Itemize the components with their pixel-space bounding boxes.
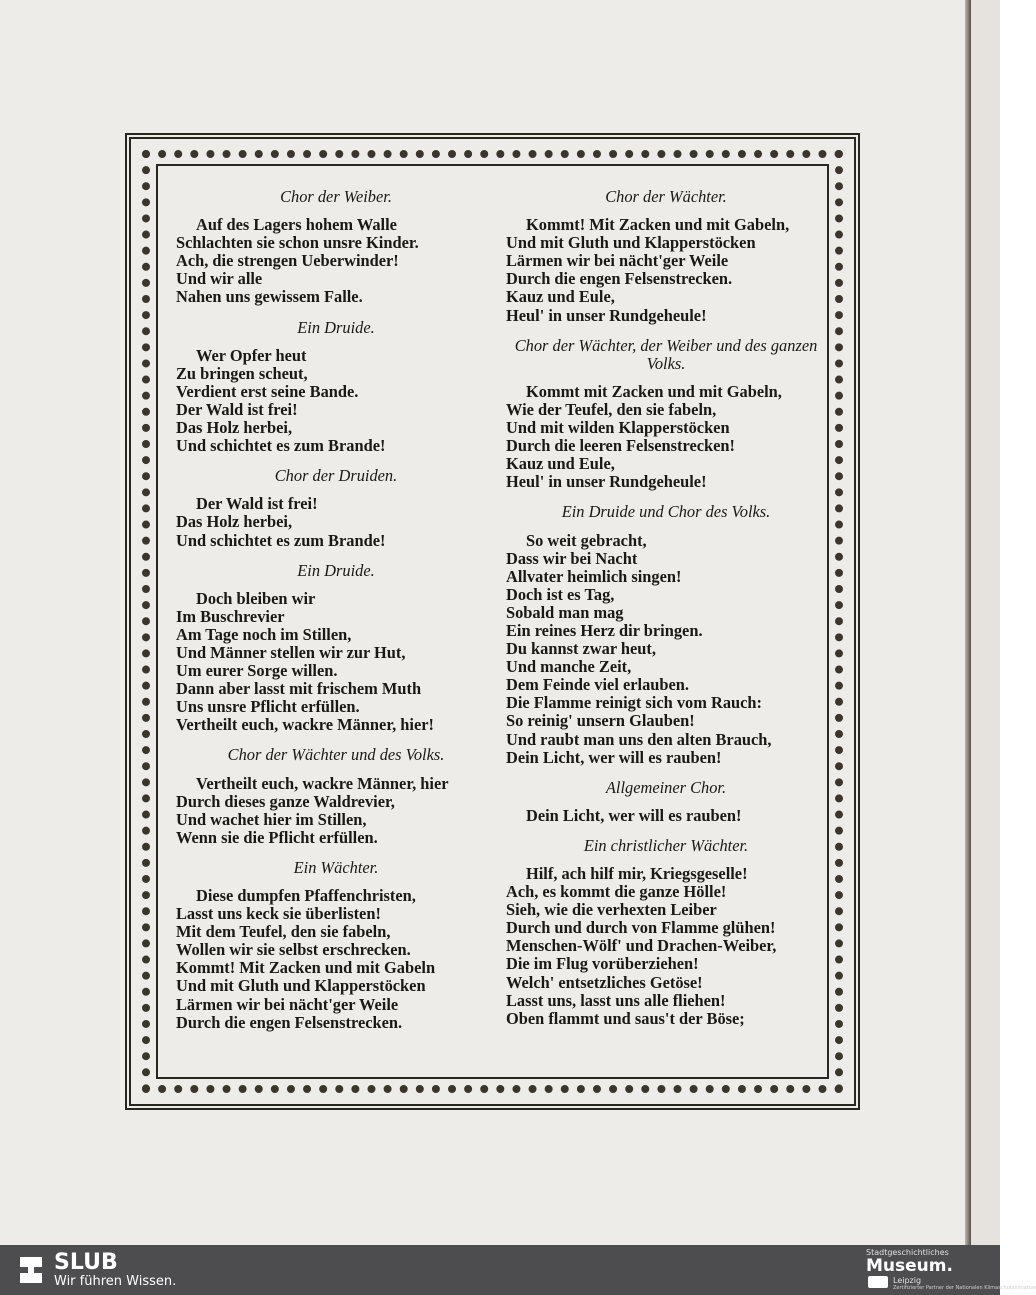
verse-line: Das Holz herbei, xyxy=(176,512,293,532)
verse-line: Durch und durch von Flamme glühen! xyxy=(506,918,776,938)
verse-line: Und mit wilden Klapperstöcken xyxy=(506,418,730,438)
verse-line: Verdient erst seine Bande. xyxy=(176,381,359,401)
verse-line: Das Holz herbei, xyxy=(176,418,293,438)
section-heading: Chor der Druiden. xyxy=(274,466,398,486)
museum-label: Stadtgeschichtliches xyxy=(866,1248,949,1257)
verse-stanza xyxy=(176,887,496,1032)
verse-line: Vertheilt euch, wackre Männer, hier xyxy=(196,773,449,793)
verse-line: Lasst uns keck sie überlisten! xyxy=(176,904,381,924)
verse-line: Dass wir bei Nacht xyxy=(506,548,638,568)
verse-line: Lärmen wir bei nächt'ger Weile xyxy=(176,994,399,1014)
next-page-edge xyxy=(971,0,1000,1245)
verse-line: Kommt! Mit Zacken und mit Gabeln xyxy=(176,958,436,978)
section-heading: Ein Druide. xyxy=(297,560,375,580)
verse-line: Die im Flug vorüberziehen! xyxy=(506,954,699,974)
verse-line: Kauz und Eule, xyxy=(506,454,615,474)
partner-badge-icon xyxy=(868,1276,888,1288)
verse-line: Und wachet hier im Stillen, xyxy=(176,809,367,829)
section-heading: Chor der Weiber. xyxy=(280,187,392,206)
stanza-section xyxy=(506,779,826,825)
right-text-column xyxy=(506,188,826,1028)
verse-line: Uns unsre Pflicht erfüllen. xyxy=(176,697,360,717)
stanza-section xyxy=(506,837,826,1028)
verse-line: Auf des Lagers hohem Walle xyxy=(196,215,397,235)
verse-stanza xyxy=(506,383,826,492)
verse-line: Und schichtet es zum Brande! xyxy=(176,436,386,456)
verse-line: Hilf, ach hilf mir, Kriegsgeselle! xyxy=(526,864,748,883)
verse-line: Und mit Gluth und Klapperstöcken xyxy=(176,976,426,996)
verse-line: Sieh, wie die verhexten Leiber xyxy=(506,900,717,920)
verse-line: Im Buschrevier xyxy=(176,606,285,626)
stanza-section xyxy=(506,503,826,766)
verse-stanza xyxy=(506,807,826,825)
verse-line: Kauz und Eule, xyxy=(506,287,615,307)
verse-line: Wenn sie die Pflicht erfüllen. xyxy=(176,827,378,847)
verse-line: Doch bleiben wir xyxy=(196,588,316,608)
verse-line: Mit dem Teufel, den sie fabeln, xyxy=(176,922,391,942)
verse-line: Durch die leeren Felsenstrecken! xyxy=(506,436,735,456)
stanza-section xyxy=(176,746,496,846)
verse-line: Und mit Gluth und Klapperstöcken xyxy=(506,233,756,253)
section-heading: Ein Druide. xyxy=(297,317,375,337)
verse-line: Oben flammt und saus't der Böse; xyxy=(506,1008,745,1028)
stanza-section xyxy=(506,337,826,492)
verse-stanza xyxy=(176,495,496,549)
verse-stanza xyxy=(176,216,496,306)
verse-line: Kommt mit Zacken und mit Gabeln, xyxy=(526,381,782,401)
stanza-section xyxy=(176,859,496,1032)
verse-stanza xyxy=(176,347,496,456)
section-heading: Ein Wächter. xyxy=(293,857,379,877)
section-heading: Ein Druide und Chor des Volks. xyxy=(561,502,771,522)
verse-stanza xyxy=(506,865,826,1028)
verse-line: Wer Opfer heut xyxy=(196,345,307,365)
verse-line: Doch ist es Tag, xyxy=(506,584,615,604)
verse-line: Kommt! Mit Zacken und mit Gabeln, xyxy=(526,215,790,235)
stanza-section xyxy=(176,188,496,307)
verse-line: Lärmen wir bei nächt'ger Weile xyxy=(506,251,729,271)
verse-line: Und Männer stellen wir zur Hut, xyxy=(176,642,406,662)
verse-line: Dein Licht, wer will es rauben! xyxy=(526,805,742,825)
verse-stanza xyxy=(506,216,826,325)
verse-line: Und wir alle xyxy=(176,269,263,289)
verse-line: Ach, die strengen Ueberwinder! xyxy=(176,251,399,271)
verse-line: Der Wald ist frei! xyxy=(176,399,298,419)
footer-bar xyxy=(0,1245,1036,1295)
verse-line: Heul' in unser Rundgeheule! xyxy=(506,472,707,492)
verse-line: Welch' entsetzliches Getöse! xyxy=(506,972,703,992)
verse-line: Ach, es kommt die ganze Hölle! xyxy=(506,882,727,902)
museum-city: Leipzig xyxy=(893,1276,922,1285)
verse-line: Nahen uns gewissem Falle. xyxy=(176,287,363,307)
verse-stanza xyxy=(506,532,826,767)
verse-line: Der Wald ist frei! xyxy=(196,494,318,514)
verse-line: Am Tage noch im Stillen, xyxy=(176,624,352,644)
verse-line: Lasst uns, lasst uns alle fliehen! xyxy=(506,990,726,1010)
section-heading: Allgemeiner Chor. xyxy=(605,777,727,797)
verse-line: Wollen wir sie selbst erschrecken. xyxy=(176,940,411,960)
slub-logo-icon xyxy=(16,1253,46,1287)
verse-line: Zu bringen scheut, xyxy=(176,363,308,383)
section-heading: Ein christlicher Wächter. xyxy=(583,835,749,855)
stanza-section xyxy=(506,188,826,325)
stanza-section xyxy=(176,467,496,549)
museum-name: Museum. xyxy=(866,1256,953,1276)
verse-line: Wie der Teufel, den sie fabeln, xyxy=(506,399,717,419)
verse-line: Um eurer Sorge willen. xyxy=(176,661,338,681)
verse-line: Allvater heimlich singen! xyxy=(506,566,682,586)
verse-line: Diese dumpfen Pfaffenchristen, xyxy=(196,886,416,905)
stanza-section xyxy=(176,562,496,735)
museum-note: Zertifizierter Partner der Nationalen Klimaschutzinitiative xyxy=(893,1285,1036,1291)
verse-line: Schlachten sie schon unsre Kinder. xyxy=(176,233,419,253)
section-heading: Chor der Wächter, der Weiber und des ganzen Volks. xyxy=(514,335,818,373)
slub-name: SLUB xyxy=(54,1250,118,1275)
verse-stanza xyxy=(176,775,496,847)
verse-line: So reinig' unsern Glauben! xyxy=(506,711,695,731)
verse-line: Heul' in unser Rundgeheule! xyxy=(506,305,707,325)
verse-line: So weit gebracht, xyxy=(526,530,647,550)
verse-line: Sobald man mag xyxy=(506,602,624,622)
verse-stanza xyxy=(176,590,496,735)
verse-line: Dem Feinde viel erlauben. xyxy=(506,675,690,695)
verse-line: Menschen-Wölf' und Drachen-Weiber, xyxy=(506,936,777,956)
verse-line: Ein reines Herz dir bringen. xyxy=(506,620,703,640)
left-text-column xyxy=(176,188,496,1032)
slub-tagline: Wir führen Wissen. xyxy=(54,1274,177,1289)
verse-line: Durch die engen Felsenstrecken. xyxy=(176,1012,403,1032)
verse-line: Du kannst zwar heut, xyxy=(506,639,656,659)
section-heading: Chor der Wächter. xyxy=(605,187,727,206)
verse-line: Und raubt man uns den alten Brauch, xyxy=(506,729,772,749)
verse-line: Durch dieses ganze Waldrevier, xyxy=(176,791,395,811)
stanza-section xyxy=(176,319,496,456)
verse-line: Die Flamme reinigt sich vom Rauch: xyxy=(506,693,762,713)
verse-line: Und manche Zeit, xyxy=(506,657,632,677)
verse-line: Dann aber lasst mit frischem Muth xyxy=(176,679,422,699)
section-heading: Chor der Wächter und des Volks. xyxy=(227,745,445,765)
verse-line: Dein Licht, wer will es rauben! xyxy=(506,747,722,767)
verse-line: Und schichtet es zum Brande! xyxy=(176,530,386,550)
verse-line: Vertheilt euch, wackre Männer, hier! xyxy=(176,715,434,735)
verse-line: Durch die engen Felsenstrecken. xyxy=(506,269,733,289)
